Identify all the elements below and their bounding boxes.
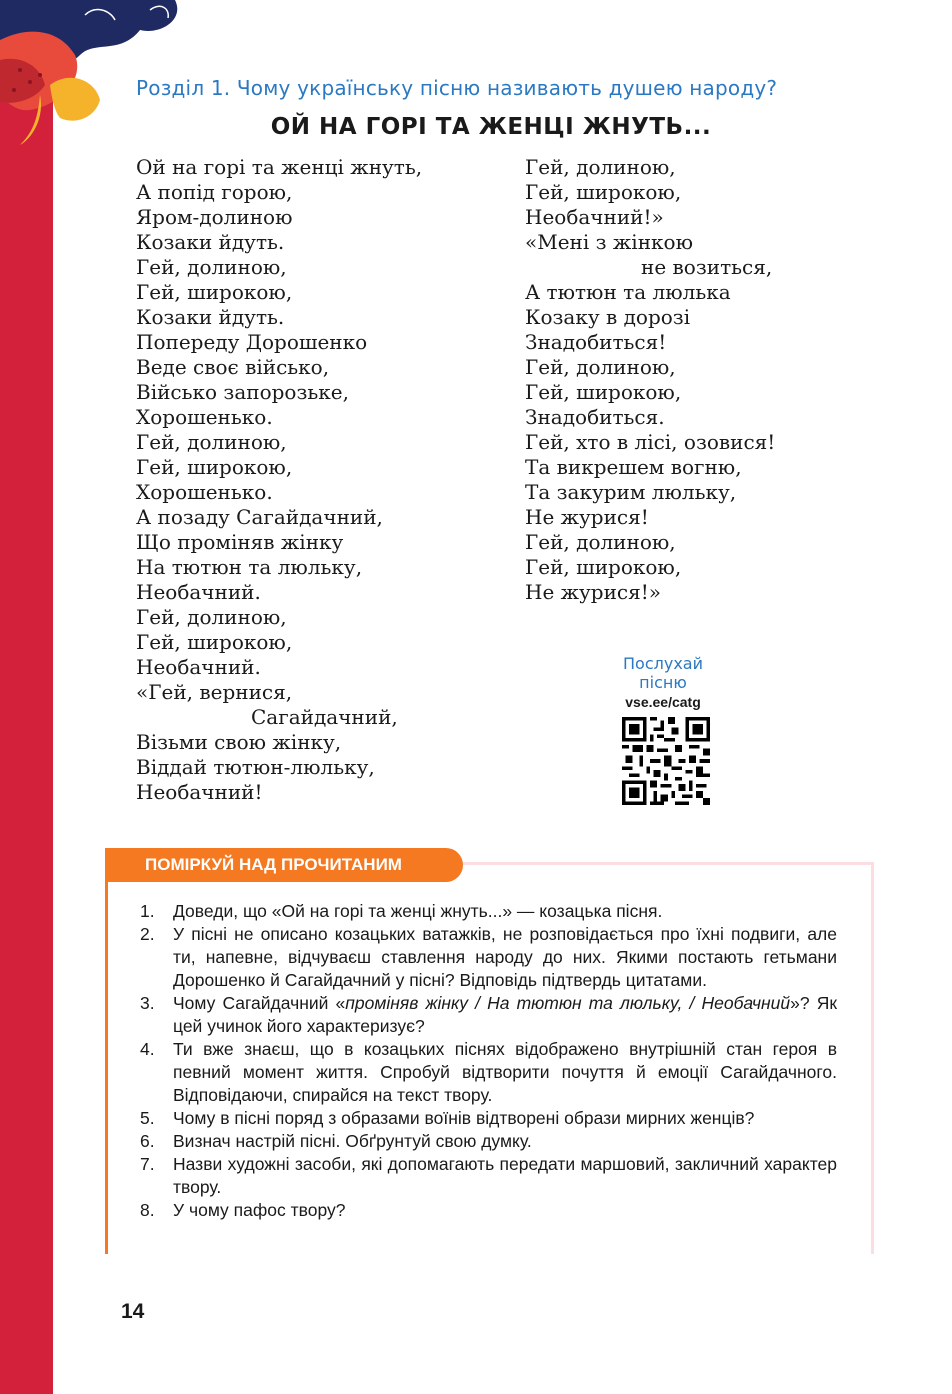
question-text: У пісні не описано козацьких ватажків, не розповідається про їхні подвиги, але ти, напевне, відчуваєш ставлення народу до них. Якими постають гетьмани Дорошенко й Сагайдачний у пісні? Відповідь підтвердь цитатами.	[173, 924, 837, 990]
poem-line: «Мені з жінкою	[525, 230, 693, 254]
poem-line: Гей, долиною,	[525, 355, 676, 379]
poem-line: Гей, долиною,	[525, 155, 676, 179]
poem-line: Віддай тютюн-люльку,	[136, 755, 375, 779]
question-text: Доведи, що «Ой на горі та женці жнуть...» — козацька пісня.	[173, 901, 663, 921]
song-title: ОЙ НА ГОРІ ТА ЖЕНЦІ ЖНУТЬ...	[270, 114, 712, 140]
poem-line: Козаки йдуть.	[136, 305, 285, 329]
question-number: 1.	[140, 901, 155, 921]
chapter-header: Розділ 1. Чому українську пісню називають душею народу?	[136, 76, 778, 100]
poem-line: Знадобиться!	[525, 330, 667, 354]
reflect-section-title: ПОМІРКУЙ НАД ПРОЧИТАНИМ	[105, 848, 463, 882]
poem-line: Гей, широкою,	[525, 180, 682, 204]
poem-line: Хорошенько.	[136, 480, 273, 504]
question-item	[140, 992, 837, 1038]
poem-line: Не журися!	[525, 505, 649, 529]
poem-line: А тютюн та люлька	[525, 280, 731, 304]
question-quote: проміняв жінку / На тютюн та люльку, / Необачний	[345, 993, 791, 1013]
question-item	[140, 1199, 837, 1222]
question-number: 8.	[140, 1200, 155, 1220]
poem-line: Веде своє військо,	[136, 355, 330, 379]
question-number: 4.	[140, 1039, 155, 1059]
poem-line: Та викрешем вогню,	[525, 455, 742, 479]
poem-line: А позаду Сагайдачний,	[136, 505, 383, 529]
poem-line: Що проміняв жінку	[136, 530, 344, 554]
question-text-end: »? Як цей учинок його характеризує?	[173, 993, 837, 1036]
question-number: 3.	[140, 993, 155, 1013]
poem-line: Військо запорозьке,	[136, 380, 349, 404]
left-color-band	[0, 0, 53, 1394]
poem-line: Гей, широкою,	[136, 280, 293, 304]
poem-line: Гей, широкою,	[525, 380, 682, 404]
poem-line: Необачний.	[136, 655, 261, 679]
listen-label-song: пісню	[639, 673, 687, 692]
poem-line: Гей, широкою,	[136, 630, 293, 654]
question-number: 5.	[140, 1108, 155, 1128]
poem-line: На тютюн та люльку,	[136, 555, 363, 579]
question-item	[140, 1038, 837, 1107]
question-number: 2.	[140, 924, 155, 944]
qr-code-icon[interactable]	[622, 717, 710, 805]
poem-line: Гей, долиною,	[136, 430, 287, 454]
question-text: Назви художні засоби, які допомагають передати маршовий, закличний характер твору.	[173, 1154, 837, 1197]
poem-line: не возиться,	[641, 255, 773, 279]
poem-line: Козаки йдуть.	[136, 230, 285, 254]
question-text-start: Чому Сагайдачний «	[173, 993, 346, 1013]
poem-column-right	[525, 155, 775, 605]
poem-line: А попід горою,	[136, 180, 293, 204]
question-number: 6.	[140, 1131, 155, 1151]
poem-line: Сагайдачний,	[251, 705, 398, 729]
poem-line: Гей, хто в лісі, озовися!	[525, 430, 776, 454]
poem-line: Яром-долиною	[136, 205, 293, 229]
poem-line: Та закурим люльку,	[525, 480, 737, 504]
poem-line: Знадобиться.	[525, 405, 665, 429]
questions-list	[140, 900, 837, 1222]
poem-line: Необачний!»	[525, 205, 664, 229]
poem-line: Візьми свою жінку,	[136, 730, 342, 754]
question-item	[140, 900, 837, 923]
poem-line: Не журися!»	[525, 580, 662, 604]
question-text	[173, 992, 837, 1038]
question-text: Визнач настрій пісні. Обґрунтуй свою думку.	[173, 1131, 532, 1151]
question-number: 7.	[140, 1154, 155, 1174]
poem-line: «Гей, вернися,	[136, 680, 293, 704]
poem-line: Гей, долиною,	[136, 605, 287, 629]
poem-line: Необачний.	[136, 580, 261, 604]
poem-line: Гей, долиною,	[525, 530, 676, 554]
question-text: Чому в пісні поряд з образами воїнів відтворені образи мирних женців?	[173, 1108, 755, 1128]
poem-line: Гей, долиною,	[136, 255, 287, 279]
question-text: У чому пафос твору?	[173, 1200, 346, 1220]
poem-line: Попереду Дорошенко	[136, 330, 368, 354]
question-item	[140, 1107, 837, 1130]
poem-line: Ой на горі та женці жнуть,	[136, 155, 423, 179]
question-item	[140, 1130, 837, 1153]
listen-label: Послухай	[623, 654, 703, 673]
poem-column-left	[136, 155, 422, 805]
question-item	[140, 1153, 837, 1199]
poem-line: Хорошенько.	[136, 405, 273, 429]
question-item	[140, 923, 837, 992]
listen-song-block	[610, 654, 716, 710]
question-text: Ти вже знаєш, що в козацьких піснях відображено внутрішній стан героя в певний момент життя. Спробуй відтворити почуття й емоції Сагайдачного. Відповідаючи, спирайся на текст твору.	[173, 1039, 837, 1105]
poem-line: Козаку в дорозі	[525, 305, 691, 329]
poem-line: Гей, широкою,	[525, 555, 682, 579]
audio-link[interactable]: vse.ee/catg	[625, 694, 701, 710]
poem-line: Необачний!	[136, 780, 263, 804]
page-number: 14	[121, 1300, 145, 1323]
poem-line: Гей, широкою,	[136, 455, 293, 479]
